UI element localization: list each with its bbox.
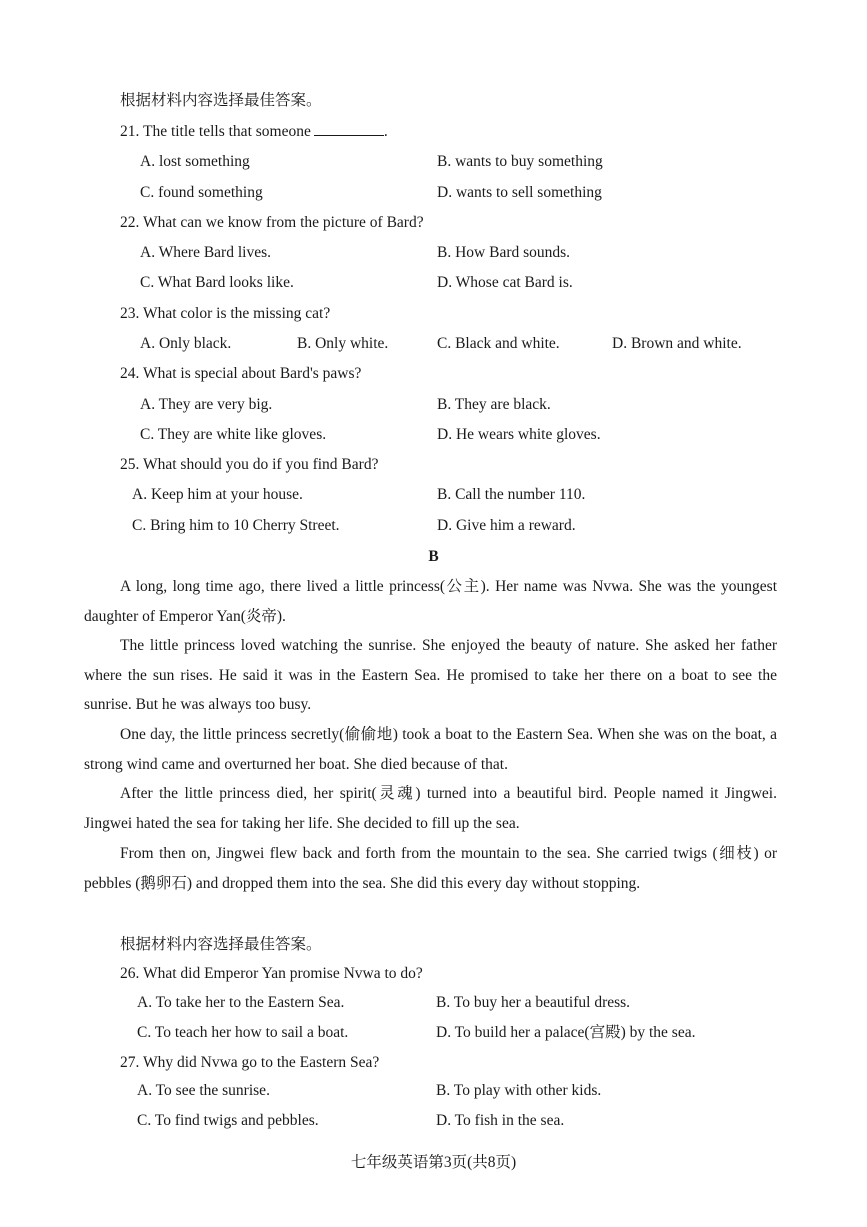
q24-option-a: A. They are very big. xyxy=(140,396,273,413)
instruction-b: 根据材料内容选择最佳答案。 xyxy=(120,936,322,953)
q24-option-c: C. They are white like gloves. xyxy=(140,426,327,443)
q26-option-a: A. To take her to the Eastern Sea. xyxy=(137,994,345,1011)
question-25: 25. What should you do if you find Bard? xyxy=(120,456,379,473)
q27-option-d: D. To fish in the sea. xyxy=(436,1112,565,1129)
passage-paragraph-5: From then on, Jingwei flew back and forth from the mountain to the sea. She carried twigs (细枝) or pebbles (鹅卵石) and dropped them into the sea. She did this every day without stopping. xyxy=(84,845,777,892)
passage-paragraph-1: A long, long time ago, there lived a little princess(公主). Her name was Nvwa. She was the youngest daughter of Emperor Yan(炎帝). xyxy=(84,578,777,625)
q23-option-a: A. Only black. xyxy=(140,335,232,352)
q25-option-a: A. Keep him at your house. xyxy=(132,486,303,503)
q22-option-d: D. Whose cat Bard is. xyxy=(437,274,573,291)
question-27: 27. Why did Nvwa go to the Eastern Sea? xyxy=(120,1054,380,1071)
q25-option-d: D. Give him a reward. xyxy=(437,517,576,534)
q27-option-b: B. To play with other kids. xyxy=(436,1082,602,1099)
question-21-stem: 21. The title tells that someone xyxy=(120,123,311,140)
question-24: 24. What is special about Bard's paws? xyxy=(120,365,362,382)
q21-option-d: D. wants to sell something xyxy=(437,184,602,201)
q26-option-c: C. To teach her how to sail a boat. xyxy=(137,1024,349,1041)
question-23: 23. What color is the missing cat? xyxy=(120,305,331,322)
question-26: 26. What did Emperor Yan promise Nvwa to do? xyxy=(120,965,423,982)
passage-paragraph-3: One day, the little princess secretly(偷偷地) took a boat to the Eastern Sea. When she was on the boat, a strong wind came and overturned her boat. She died because of that. xyxy=(84,726,777,773)
q26-option-b: B. To buy her a beautiful dress. xyxy=(436,994,631,1011)
q23-option-c: C. Black and white. xyxy=(437,335,560,352)
section-b-heading: B xyxy=(428,548,439,565)
q26-option-d: D. To build her a palace(宫殿) by the sea. xyxy=(436,1024,696,1041)
answer-blank xyxy=(314,121,384,136)
question-21: 21. The title tells that someone . xyxy=(120,123,388,140)
question-22: 22. What can we know from the picture of Bard? xyxy=(120,214,424,231)
q24-option-d: D. He wears white gloves. xyxy=(437,426,601,443)
q22-option-a: A. Where Bard lives. xyxy=(140,244,271,261)
q21-option-c: C. found something xyxy=(140,184,263,201)
q23-option-b: B. Only white. xyxy=(297,335,389,352)
q22-option-b: B. How Bard sounds. xyxy=(437,244,571,261)
q23-option-d: D. Brown and white. xyxy=(612,335,742,352)
q22-option-c: C. What Bard looks like. xyxy=(140,274,294,291)
q21-option-a: A. lost something xyxy=(140,153,250,170)
q25-option-c: C. Bring him to 10 Cherry Street. xyxy=(132,517,340,534)
q24-option-b: B. They are black. xyxy=(437,396,551,413)
page-footer: 七年级英语第3页(共8页) xyxy=(350,1154,517,1171)
q27-option-a: A. To see the sunrise. xyxy=(137,1082,270,1099)
q27-option-c: C. To find twigs and pebbles. xyxy=(137,1112,319,1129)
passage-paragraph-4: After the little princess died, her spirit(灵魂) turned into a beautiful bird. People named it Jingwei. Jingwei hated the sea for taking her life. She decided to fill up the sea. xyxy=(84,785,777,832)
q25-option-b: B. Call the number 110. xyxy=(437,486,586,503)
passage-paragraph-2: The little princess loved watching the sunrise. She enjoyed the beauty of nature. She asked her father where the sun rises. He said it was in the Eastern Sea. He promised to take her there on a boat to see the sunrise. But he was always too busy. xyxy=(84,637,777,714)
q21-option-b: B. wants to buy something xyxy=(437,153,603,170)
instruction-a: 根据材料内容选择最佳答案。 xyxy=(120,92,322,109)
